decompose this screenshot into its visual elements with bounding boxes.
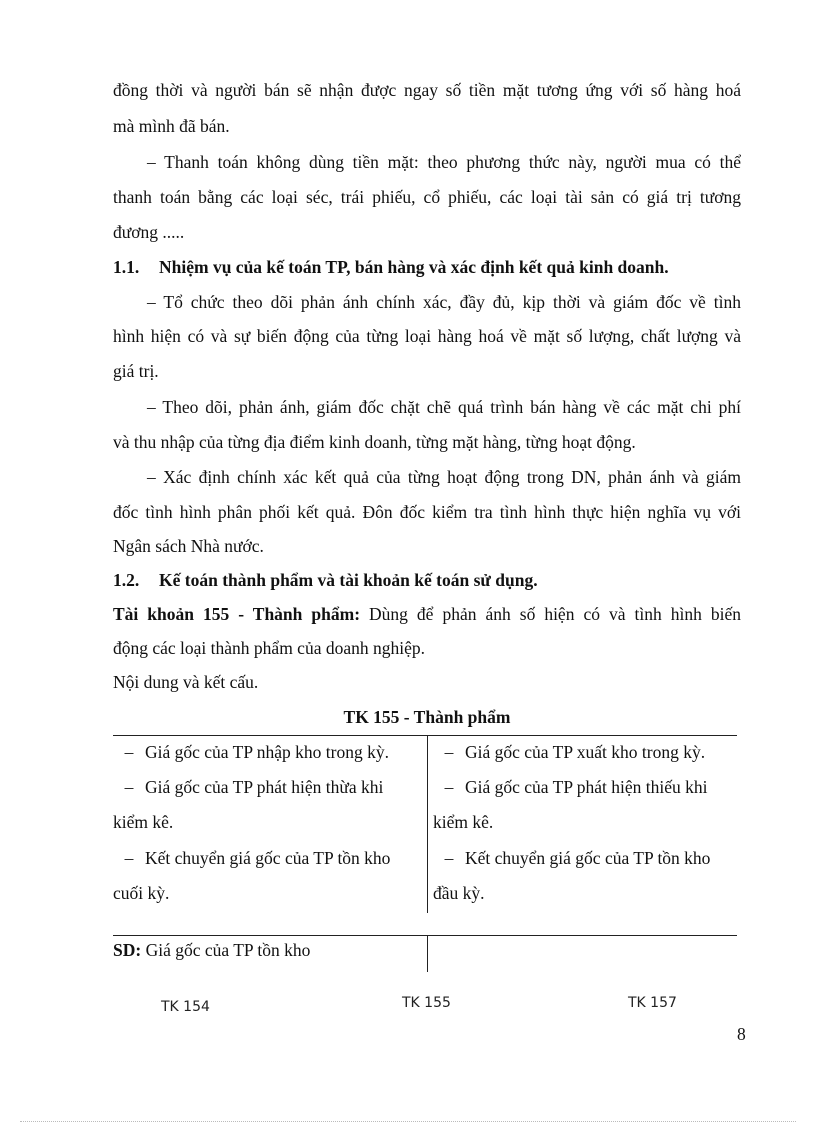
balance-divider [427,936,428,972]
credit-item-cont: kiểm kê. [433,812,494,832]
credit-item: – Giá gốc của TP phát hiện thiếu khi [444,777,708,797]
account-label-154: TK 154 [161,999,210,1015]
account-label-155: TK 155 [402,995,451,1011]
balance-rule [113,935,737,936]
account-label-157: TK 157 [628,995,677,1011]
account-description: Dùng để phản ánh số hiện có và tình hình biến [360,604,741,624]
heading-number: 1.1. [113,257,140,277]
paragraph-line: – Thanh toán không dùng tiền mặt: theo phương thức này, người mua có thể [147,152,741,172]
section-heading-1-2 [113,568,741,592]
paragraph-line: – Xác định chính xác kết quả của từng hoạt động trong DN, phản ánh và giám [147,467,741,487]
paragraph-line: động các loại thành phẩm của doanh nghiệp. [113,638,425,658]
paragraph-line: đương ..... [113,222,185,242]
t-account-top-rule [113,735,737,736]
paragraph-line: mà mình đã bán. [113,116,230,136]
debit-item: – Giá gốc của TP phát hiện thừa khi [124,777,384,797]
paragraph-line: – Tổ chức theo dõi phản ánh chính xác, đầy đủ, kịp thời và giám đốc về tình [147,292,741,312]
paragraph-line: và thu nhập của từng địa điểm kinh doanh, từng mặt hàng, từng hoạt động. [113,432,636,452]
debit-item: – Giá gốc của TP nhập kho trong kỳ. [124,742,389,762]
paragraph-line: đồng thời và người bán sẽ nhận được ngay số tiền mặt tương ứng với số hàng hoá [113,80,741,100]
credit-item-cont: đầu kỳ. [433,883,485,903]
t-account-divider [427,736,428,913]
paragraph-line [113,602,741,626]
page-bottom-border [20,1121,796,1122]
paragraph-line: đốc tình hình phân phối kết quả. Đôn đốc kiểm tra tình hình thực hiện nghĩa vụ với [113,502,741,522]
paragraph-line: – Theo dõi, phản ánh, giám đốc chặt chẽ quá trình bán hàng về các mặt chi phí [147,397,741,417]
heading-text: Kế toán thành phẩm và tài khoản kế toán sử dụng. [159,570,538,590]
account-name: Tài khoản 155 - Thành phẩm: [113,604,361,624]
page-number: 8 [737,1024,746,1044]
credit-item: – Giá gốc của TP xuất kho trong kỳ. [444,742,706,762]
credit-item: – Kết chuyển giá gốc của TP tồn kho [444,848,711,868]
paragraph-line: Ngân sách Nhà nước. [113,536,264,556]
sd-label: SD: [113,940,142,960]
debit-item-cont: kiểm kê. [113,812,174,832]
heading-text: Nhiệm vụ của kế toán TP, bán hàng và xác định kết quả kinh doanh. [159,257,669,277]
heading-number: 1.2. [113,570,140,590]
paragraph-line: thanh toán bằng các loại séc, trái phiếu, cổ phiếu, các loại tài sản có giá trị tương [113,187,741,207]
section-heading-1-1 [113,255,741,279]
t-account-title: TK 155 - Thành phẩm [343,707,511,727]
debit-item: – Kết chuyển giá gốc của TP tồn kho [124,848,391,868]
paragraph-line: hình hiện có và sự biến động của từng loại hàng hoá về mặt số lượng, chất lượng và [113,326,741,346]
debit-item-cont: cuối kỳ. [113,883,170,903]
ending-balance: SD: Giá gốc của TP tồn kho [113,940,311,960]
paragraph-line: Nội dung và kết cấu. [113,672,259,692]
paragraph-line: giá trị. [113,361,159,381]
